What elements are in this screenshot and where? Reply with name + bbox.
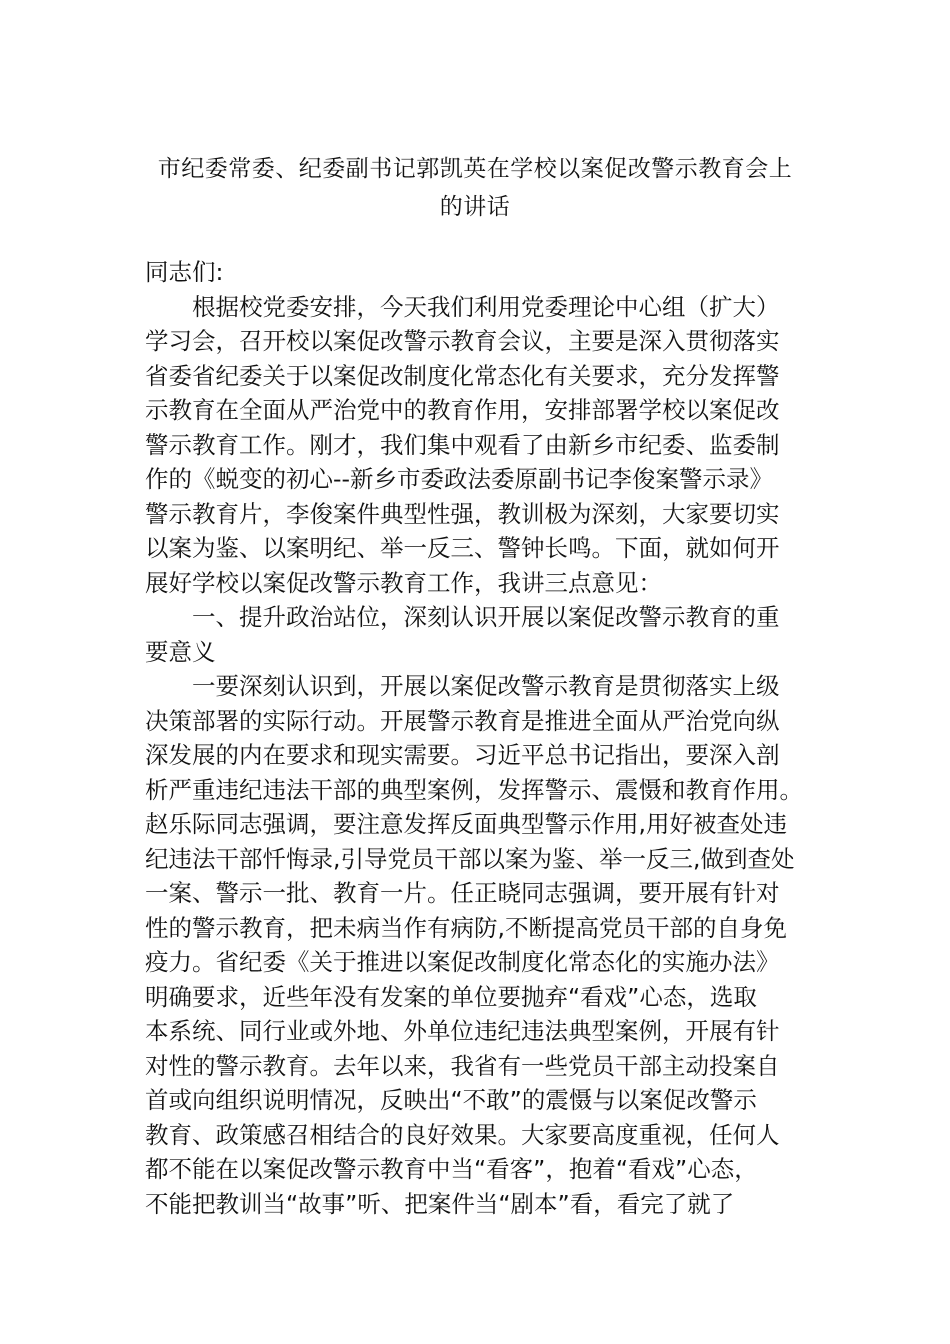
paragraph-line: 性的警示教育，把未病当作有病防,不断提高党员干部的自身免: [145, 913, 787, 942]
paragraph-line: 析严重违纪违法干部的典型案例，发挥警示、震慑和教育作用。: [145, 775, 803, 804]
paragraph-intro-line: 以案为鉴、以案明纪、举一反三、警钟长鸣。下面，就如何开: [145, 534, 780, 562]
title-line-1: 市纪委常委、纪委副书记郭凯英在学校以案促改警示教育会上: [157, 156, 793, 182]
paragraph-line: 教育、政策感召相结合的良好效果。大家要高度重视，任何人: [145, 1120, 780, 1149]
title-line-2: 的讲话: [439, 194, 511, 220]
paragraph-intro-line: 示教育在全面从严治党中的教育作用，安排部署学校以案促改: [145, 396, 780, 424]
document-title: [100, 150, 850, 226]
section-heading-line: 一、提升政治站位，深刻认识开展以案促改警示教育的重: [192, 603, 780, 631]
paragraph-intro-line: 学习会，召开校以案促改警示教育会议，主要是深入贯彻落实: [145, 327, 780, 355]
paragraph-intro-line: 警示教育工作。刚才，我们集中观看了由新乡市纪委、监委制: [145, 430, 780, 459]
document-body: [145, 255, 825, 1221]
paragraph-intro-line: 警示教育片，李俊案件典型性强，教训极为深刻，大家要切实: [145, 499, 780, 528]
paragraph-line: 一案、警示一批、教育一片。任正晓同志强调，要开展有针对: [145, 879, 780, 907]
paragraph-intro-line: 展好学校以案促改警示教育工作，我讲三点意见：: [145, 568, 662, 597]
paragraph-intro-line: 省委省纪委关于以案促改制度化常态化有关要求，充分发挥警: [145, 361, 780, 390]
paragraph-line: 纪违法干部忏悔录,引导党员干部以案为鉴、举一反三,做到查处: [145, 844, 795, 873]
section-heading-line: 要意义: [145, 637, 216, 666]
paragraph-line: 不能把教训当“故事”听、把案件当“剧本”看，看完了就了: [145, 1189, 735, 1218]
paragraph-line: 疫力。省纪委《关于推进以案促改制度化常态化的实施办法》: [145, 948, 780, 976]
paragraph-line: 赵乐际同志强调，要注意发挥反面典型警示作用,用好被查处违: [145, 810, 787, 838]
paragraph-line: 决策部署的实际行动。开展警示教育是推进全面从严治党向纵: [145, 706, 780, 735]
paragraph-line: 都不能在以案促改警示教育中当“看客”，抱着“看戏”心态，: [145, 1155, 758, 1183]
paragraph-line: 深发展的内在要求和现实需要。习近平总书记指出，要深入剖: [145, 741, 780, 769]
paragraph-line: 本系统、同行业或外地、外单位违纪违法典型案例，开展有针: [145, 1017, 780, 1045]
paragraph-line: 一要深刻认识到，开展以案促改警示教育是贯彻落实上级: [192, 672, 780, 700]
paragraph-line: 对性的警示教育。去年以来，我省有一些党员干部主动投案自: [145, 1051, 780, 1080]
paragraph-intro-line: 根据校党委安排，今天我们利用党委理论中心组（扩大）: [192, 292, 780, 321]
paragraph-intro-line: 作的《蜕变的初心--新乡市委政法委原副书记李俊案警示录》: [145, 465, 773, 493]
paragraph-line: 首或向组织说明情况，反映出“不敢”的震慑与以案促改警示: [145, 1086, 757, 1114]
paragraph-line: 明确要求，近些年没有发案的单位要抛弃“看戏”心态，选取: [145, 982, 757, 1011]
salutation: 同志们:: [145, 258, 224, 286]
